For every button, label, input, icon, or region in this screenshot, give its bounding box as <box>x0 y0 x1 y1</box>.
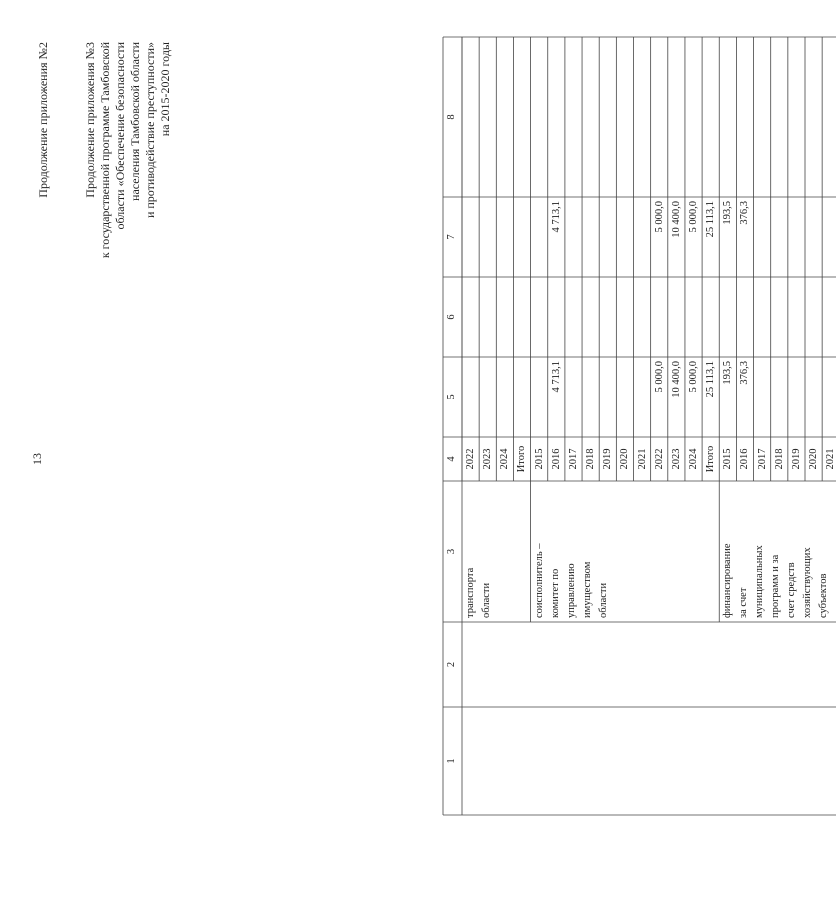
year-cell: 2021 <box>825 448 836 470</box>
year-cell: 2015 <box>722 448 734 470</box>
year-cell: 2016 <box>739 448 751 470</box>
year-cell: 2022 <box>653 448 665 470</box>
year-cell: 2023 <box>670 448 682 470</box>
responsible-party-text: субъектов <box>818 573 830 618</box>
responsible-party-text: транспорта <box>465 567 476 618</box>
year-cell: 2019 <box>602 448 614 470</box>
program-title-line: к государственной программе Тамбовской <box>98 42 112 259</box>
column-number: 6 <box>446 314 457 320</box>
program-period: на 2015-2020 годы <box>158 42 172 137</box>
year-cell: 2022 <box>465 448 476 470</box>
year-cell: 2024 <box>499 448 511 470</box>
column-number: 4 <box>446 456 457 462</box>
column-number: 2 <box>446 661 457 668</box>
funding-amount-cell: 10 400,0 <box>670 201 682 238</box>
year-cell: 2017 <box>567 448 579 470</box>
funding-amount-cell: 193,5 <box>722 201 734 225</box>
year-cell: 2018 <box>585 448 597 470</box>
year-cell: 2020 <box>619 448 631 470</box>
responsible-party-text: области <box>597 582 609 618</box>
page-number: 13 <box>30 453 44 465</box>
total-amount-cell: 10 400,0 <box>670 361 682 398</box>
column-number: 8 <box>446 114 457 120</box>
column-number: 7 <box>446 234 457 240</box>
column-number: 5 <box>446 394 457 400</box>
appendix-2-continuation: Продолжение приложения №2 <box>36 42 50 198</box>
funding-amount-cell: 5 000,0 <box>687 201 699 233</box>
responsible-party-text: управлению <box>565 563 577 618</box>
year-cell: Итого <box>705 445 717 473</box>
year-cell: 2024 <box>687 448 699 470</box>
total-amount-cell: 376,3 <box>739 361 751 385</box>
funding-amount-cell: 25 113,1 <box>705 201 717 238</box>
responsible-party-text: хозяйствующих <box>802 547 814 618</box>
year-cell: 2015 <box>533 448 545 470</box>
responsible-party-text: программ и за <box>770 554 782 618</box>
funding-amount-cell: 4 713,1 <box>550 201 562 233</box>
total-amount-cell: 4 713,1 <box>550 361 562 393</box>
total-amount-cell: 193,5 <box>722 361 734 385</box>
responsible-party-text: области <box>481 582 492 618</box>
responsible-party-text: финансирование <box>722 543 734 618</box>
responsible-party-text: счет средств <box>786 562 798 618</box>
responsible-party-text: комитет по <box>549 568 561 618</box>
program-title-line: области «Обеспечение безопасности <box>113 42 127 230</box>
year-cell: Итого <box>516 445 528 473</box>
program-title-line: населения Тамбовской области <box>128 42 142 201</box>
year-cell: 2020 <box>808 448 819 470</box>
funding-amount-cell: 5 000,0 <box>653 201 665 233</box>
responsible-party-text: имуществом <box>581 561 593 618</box>
year-cell: 2016 <box>550 448 562 470</box>
funding-amount-cell: 376,3 <box>739 201 751 225</box>
responsible-party-text: за счет <box>738 587 750 618</box>
year-cell: 2017 <box>756 448 768 470</box>
year-cell: 2019 <box>790 448 802 470</box>
column-number: 3 <box>446 548 457 555</box>
column-number: 1 <box>446 758 457 764</box>
year-cell: 2021 <box>636 448 648 470</box>
year-cell: 2018 <box>773 448 785 470</box>
total-amount-cell: 25 113,1 <box>705 361 717 398</box>
responsible-party-text: муниципальных <box>754 545 766 618</box>
year-cell: 2023 <box>482 448 494 470</box>
responsible-party-text: соисполнитель – <box>533 543 545 618</box>
appendix-3-continuation: Продолжение приложения №3 <box>83 42 97 198</box>
total-amount-cell: 5 000,0 <box>687 361 699 393</box>
program-title-line: и противодействие преступности» <box>143 42 157 219</box>
total-amount-cell: 5 000,0 <box>653 361 665 393</box>
